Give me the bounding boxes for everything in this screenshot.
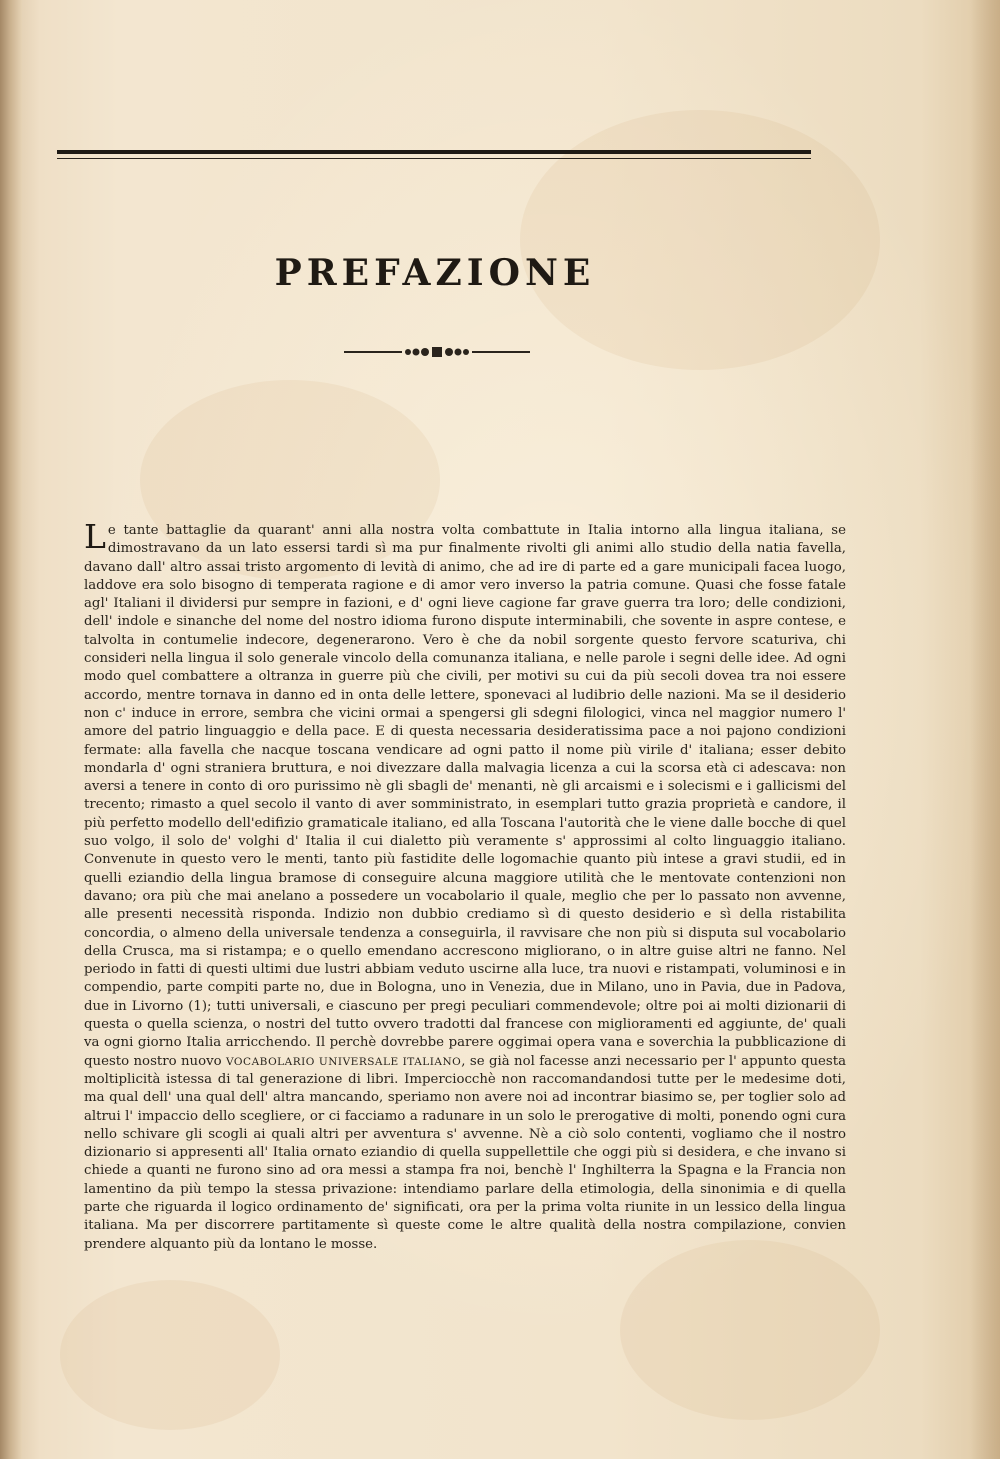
preface-text-end: , se già nol facesse anzi necessario per l' appunto questa moltiplicità istessa di tal generazione di libri. Imperciocchè non raccomandandosi tutte per le medesime doti, ma qual dell' una qual dell' altra mancando, speriamo non avere noi ad incontrar biasimo se, per toglier solo ad altrui l' impaccio dello scegliere, or ci facciamo a radunare in un solo le prerogative di molti, ponendo ogni cura nello schivare gli scogli ai quali altri per avventura s' avvenne. Nè a ciò solo contenti, vogliamo che il nostro dizionario si appresenti all' Italia ornato eziandio di quella suppellettile che oggi più si desidera, e che invano si chiede a quanti ne furono sino ad ora messi a stampa fra noi, benchè l' Inghilterra la Spagna e la Francia non lamentino da più tempo la stessa privazione: intendiamo parlare della etimologia, della sinonimia e di quella parte che riguarda il logico ordinamento de' significati, ora per la prima volta riunite in un lessico della lingua italiana. Ma per discorrere partitamente sì queste come le altre qualità della nostra compilazione, convien prendere alquanto più da lontano le mosse.	[84, 1053, 847, 1252]
page-spine-shadow	[0, 0, 22, 1459]
paper-stain	[520, 110, 880, 370]
preface-body	[84, 517, 847, 1254]
header-rule-thick	[57, 150, 811, 154]
paper-stain	[60, 1280, 280, 1430]
preface-text-start: e tante battaglie da quarant' anni alla nostra volta combattute in Italia intorno alla lingua italiana, se dimostravano da un lato essersi tardi sì ma pur finalmente rivolti gli animi allo studio della natia favella, davano dall' altro assai tristo argomento di levità di animo, che ad ire di parte ed a gare municipali facea luogo, laddove era solo bisogno di temperata ragione e di amor vero inverso la patria comune. Quasi che fosse fatale agl' Italiani il dividersi pur sempre in fazioni, e d' ogni lieve cagione far grave guerra tra loro; delle condizioni, dell' indole e sinanche del nome del nostro idioma furono dispute interminabili, che sovente in aspre contese, e talvolta in contumelie indecore, degenerarono. Vero è che da nobil sorgente questo fervore scaturiva, chi consideri nella lingua il solo generale vincolo della comunanza italiana, e nelle parole i segni delle idee. Ad ogni modo quel combattere a oltranza in guerre più che civili, per motivi su cui da più secoli dovea tra noi essere accordo, mentre tornava in danno ed in onta delle lettere, sponevaci al ludibrio delle nazioni. Ma se il desiderio non c' induce in errore, sembra che vicini ormai a spengersi gli sdegni filologici, vinca nel maggior numero l' amore del patrio linguaggio e della pace. E di questa necessaria desideratissima pace a noi pajono condizioni fermate: alla favella che nacque toscana vendicare ad ogni patto il nome più virile d' italiana; esser debito mondarla d' ogni straniera bruttura, e noi divezzare dalla malvagia licenza a cui la scorsa età ci adescava: non aversi a tenere in conto di oro purissimo nè gli sbagli de' menanti, nè gli arcaismi e i solecismi e i gallicismi del trecento; rimasto a quel secolo il vanto di aver somministrato, in esemplari tutto grazia proprietà e candore, il più perfetto modello dell'edifizio gramaticale italiano, ed alla Toscana l'autorità che le viene dalle bocche di quel suo volgo, il solo de' volghi d' Italia il cui dialetto più veramente s' approssimi al colto linguaggio italiano. Convenute in questo vero le menti, tanto più fastidite delle logomachie quanto più intese a gravi studii, ed in quelli eziandio della lingua bramose di conseguire alcuna maggiore utilità che le mentovate contenzioni non davano; ora più che mai anelano a possedere un vocabolario il quale, meglio che per lo passato non avvenne, alle presenti necessità risponda. Indizio non dubbio crediamo sì di questo desiderio e sì della ristabilita concordia, o almeno della universale tendenza a conseguirla, il ravvisare che non più si disputa sul vocabolario della Crusca, ma si ristampa; e o quello emendano accrescono migliorano, o in altre guise altri ne fanno. Nel periodo in fatti di questi ultimi due lustri abbiam veduto uscirne alla luce, tra nuovi e ristampati, voluminosi e in compendio, parte compiti parte no, due in Bologna, uno in Venezia, due in Milano, uno in Pavia, due in Padova, due in Livorno (1); tutti universali, e ciascuno per pregi peculiari commendevole; oltre poi ai molti dizionarii di questa o quella scienza, o nostri del tutto ovvero tradotti dal francese con miglioramenti ed aggiunte, de' quali va ogni giorno Italia arricchendo. Il perchè dovrebbe parere oggimai opera vana e soverchia la pubblicazione di questo nostro nuovo	[84, 523, 846, 1069]
ornament-divider-icon	[342, 344, 532, 360]
paper-stain	[620, 1240, 880, 1420]
drop-cap: L	[84, 517, 106, 556]
page-title: PREFAZIONE	[274, 252, 596, 294]
small-caps-title: VOCABOLARIO UNIVERSALE ITALIANO	[226, 1055, 462, 1068]
header-rule-thin	[57, 158, 811, 159]
page-edge-shadow	[970, 0, 1000, 1459]
